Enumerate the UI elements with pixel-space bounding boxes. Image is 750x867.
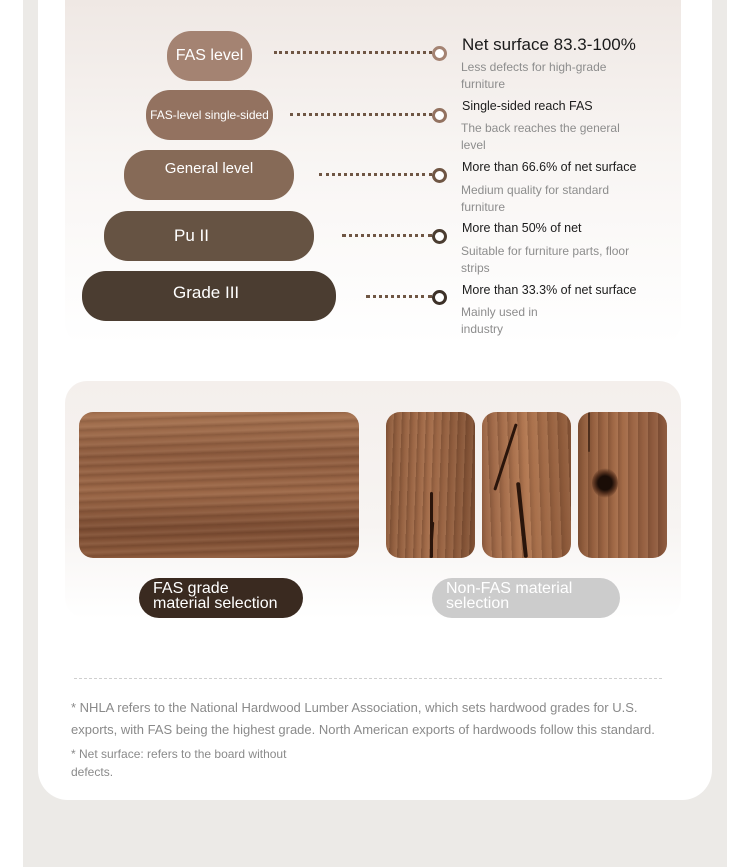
divider [74,678,662,679]
grade-pill-fas: FAS level [167,31,252,81]
non-fas-wood-sample-crack [386,412,475,558]
connector-ring-icon [432,168,447,183]
grade-pill-fas-single-sided: FAS-level single-sided [146,90,273,140]
grade-title: More than 50% of net [462,221,582,235]
fas-wood-sample [79,412,359,558]
grade-title: Single-sided reach FAS [462,99,593,113]
grade-description: The back reaches the general level [461,121,620,152]
connector-dots [366,295,432,298]
connector-ring-icon [432,290,447,305]
grade-description: Suitable for furniture parts, floor strips [461,244,630,275]
connector-dots [319,173,432,176]
connector-ring-icon [432,108,447,123]
connector-dots [274,51,432,54]
non-fas-wood-sample-split [482,412,571,558]
connector-dots [342,234,432,237]
fas-material-label: FAS grade material selection [139,578,303,618]
connector-ring-icon [432,229,447,244]
grade-title: More than 66.6% of net surface [462,160,637,174]
grade-title: Net surface 83.3-100% [462,35,636,54]
grade-pill-pu-ii: Pu II [104,211,314,261]
non-fas-material-label: Non-FAS material selection [432,578,620,618]
non-fas-wood-sample-knot [578,412,667,558]
footnote-net-surface: * Net surface: refers to the board without defects. [71,747,287,779]
grade-description: Less defects for high-grade furniture [461,60,607,91]
footnote-nhla: * NHLA refers to the National Hardwood Lumber Association, which sets hardwood grades for U.S. exports, with FAS being the highest grade. North American exports of hardwoods follow this standard. [71,700,655,737]
wood-knot [592,468,618,498]
connector-ring-icon [432,46,447,61]
connector-dots [290,113,432,116]
grade-description: Medium quality for standard furniture [461,183,610,214]
grade-description: Mainly used in industry [461,305,538,336]
grade-pill-grade-iii: Grade III [82,271,336,321]
grade-pill-general: General level [124,150,294,200]
grade-title: More than 33.3% of net surface [462,283,637,297]
